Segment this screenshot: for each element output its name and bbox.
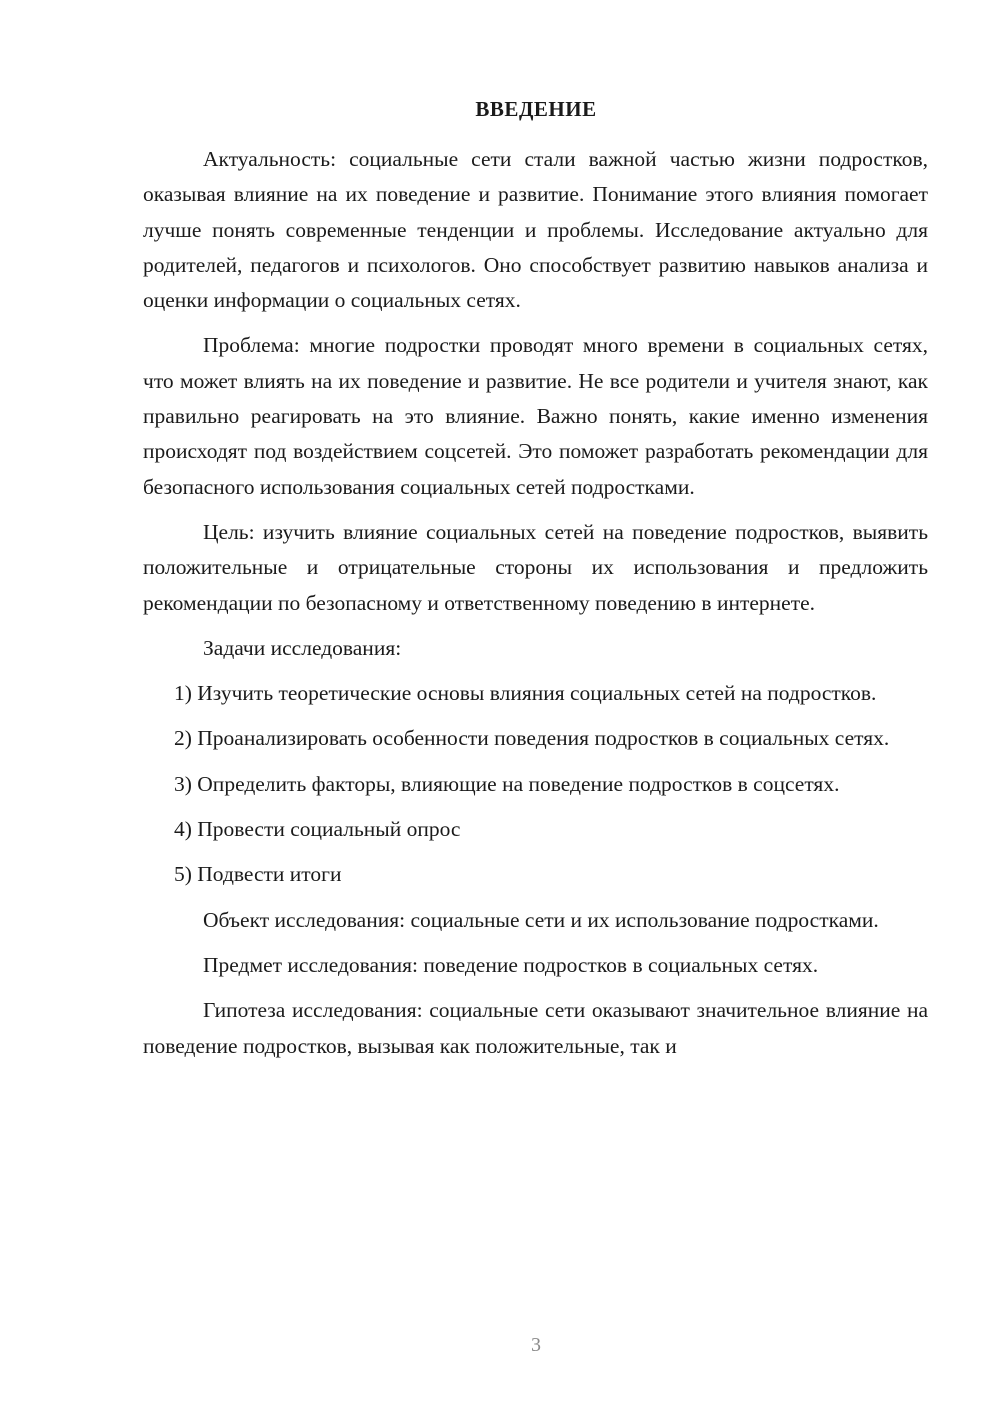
task-item-5: 5) Подвести итоги [174,862,342,887]
task-item-4: 4) Провести социальный опрос [174,817,461,842]
relevance-paragraph: Актуальность: социальные сети стали важной частью жизни подростков, оказывая влияние на их поведение и развитие. Понимание этого влияния помогает лучше понять современные тенденции и проблемы. Исследование актуально для родителей, педагогов и психологов. Оно способствует развитию навыков анализа и оценки информации о социальных сетях. [143,147,928,313]
task-item-1: 1) Изучить теоретические основы влияния социальных сетей на подростков. [174,681,877,706]
subject-paragraph: Предмет исследования: поведение подростков в социальных сетях. [203,952,819,977]
task-item-2: 2) Проанализировать особенности поведения подростков в социальных сетях. [174,726,890,751]
goal-paragraph: Цель: изучить влияние социальных сетей на поведение подростков, выявить положительные и отрицательные стороны их использования и предложить рекомендации по безопасному и ответственному поведению в интернете. [143,519,928,615]
section-title: ВВЕДЕНИЕ [475,97,597,121]
hypothesis-paragraph: Гипотеза исследования: социальные сети оказывают значительное влияние на поведение подростков, вызывая как положительные, так и [143,998,928,1058]
problem-paragraph: Проблема: многие подростки проводят много времени в социальных сетях, что может влиять на их поведение и развитие. Не все родители и учителя знают, как правильно реагировать на это влияние. Важно понять, какие именно изменения происходят под воздействием соцсетей. Это поможет разработать рекомендации для безопасного использования социальных сетей подростками. [143,333,928,499]
document-body [143,142,928,1064]
page-number: 3 [531,1334,541,1356]
object-paragraph: Объект исследования: социальные сети и их использование подростками. [203,907,879,932]
tasks-heading: Задачи исследования: [203,635,402,660]
task-item-3: 3) Определить факторы, влияющие на поведение подростков в соцсетях. [174,771,840,796]
